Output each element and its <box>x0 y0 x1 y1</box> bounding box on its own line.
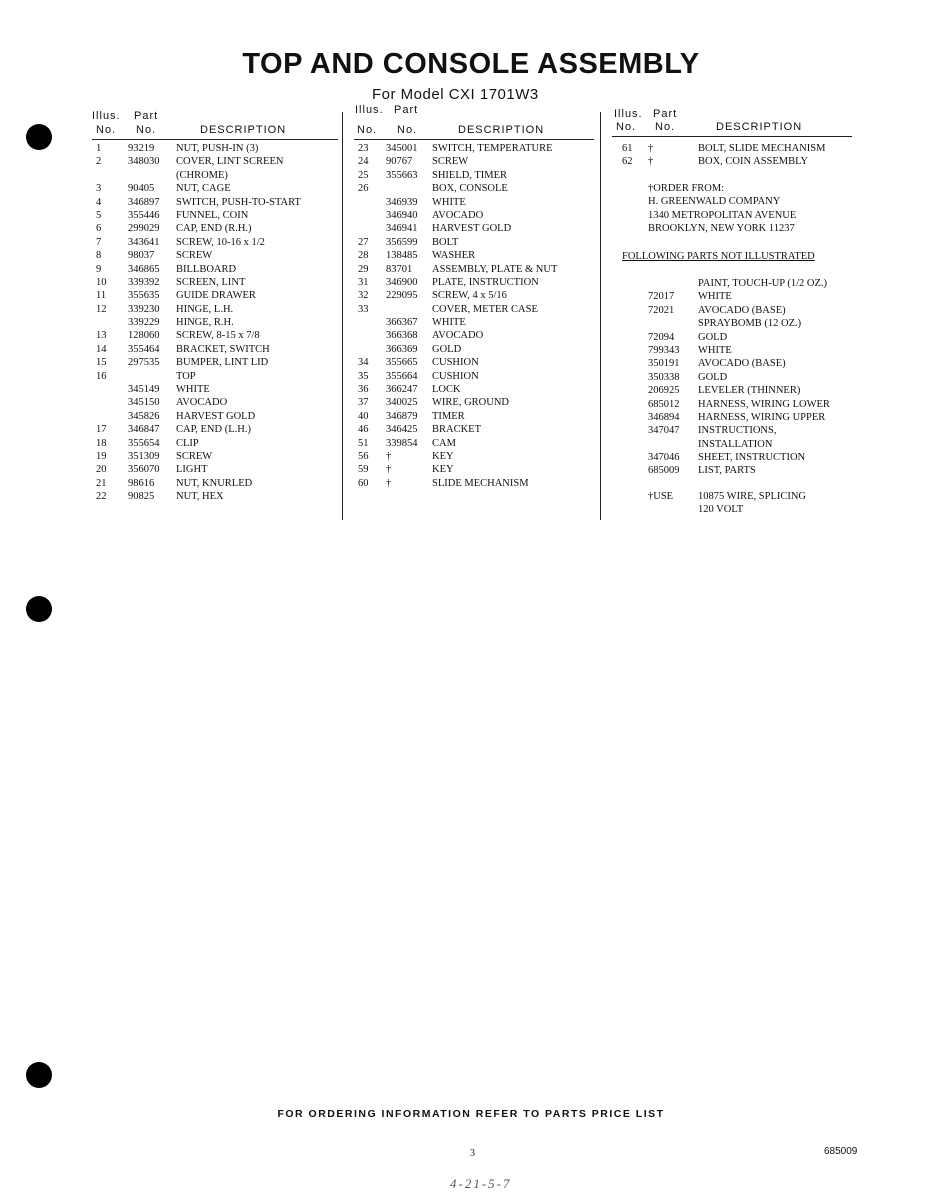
part-description: CAP, END (L.H.) <box>176 424 251 436</box>
illus-number: 22 <box>96 491 107 503</box>
part-number: 339230 <box>128 303 160 315</box>
col3-header-no: No. <box>616 121 637 133</box>
illus-number: 13 <box>96 330 107 342</box>
illus-number: 16 <box>96 370 107 382</box>
part-description: ASSEMBLY, PLATE & NUT <box>432 263 558 275</box>
part-description: TIMER <box>432 410 465 422</box>
use-note-label: †USE <box>648 491 674 502</box>
col2-header-no2: No. <box>397 124 418 136</box>
part-description: BOX, CONSOLE <box>432 183 508 195</box>
part-description: SCREEN, LINT <box>176 276 246 288</box>
part-number: 343641 <box>128 236 160 248</box>
illus-number: 14 <box>96 343 107 355</box>
part-description: GOLD <box>432 343 462 355</box>
part-number: 206925 <box>648 385 680 397</box>
handwritten-note: 4-21-5-7 <box>450 1176 512 1191</box>
part-description: BOLT, SLIDE MECHANISM <box>698 143 826 154</box>
illus-number: 61 <box>622 143 633 154</box>
illus-number: 7 <box>96 236 102 248</box>
illus-number: 18 <box>96 437 107 449</box>
part-description: SWITCH, TEMPERATURE <box>432 143 553 154</box>
illus-number: 11 <box>96 290 107 302</box>
part-number: 347047 <box>648 425 680 437</box>
use-note-line: 120 VOLT <box>698 504 744 515</box>
part-number: 98616 <box>128 477 155 489</box>
part-description: HARNESS, WIRING UPPER <box>698 411 826 423</box>
part-number: 350191 <box>648 358 680 370</box>
part-description: KEY <box>432 464 454 476</box>
illus-number: 33 <box>358 303 369 315</box>
illus-number: 62 <box>622 156 633 168</box>
part-description: HINGE, L.H. <box>176 303 234 315</box>
part-description: BRACKET <box>432 424 482 436</box>
illus-number: 23 <box>358 143 369 154</box>
part-number: 90767 <box>386 156 413 168</box>
part-description: SWITCH, PUSH-TO-START <box>176 196 301 208</box>
part-description: BUMPER, LINT LID <box>176 357 269 369</box>
part-number: 98037 <box>128 250 155 262</box>
part-description: TOP <box>176 370 196 382</box>
part-description: LOCK <box>432 384 461 396</box>
part-number: 346894 <box>648 411 680 423</box>
part-number: 345149 <box>128 384 160 396</box>
col2-header-illus: Illus. <box>355 104 384 116</box>
part-description: SCREW <box>176 250 213 262</box>
part-number: 138485 <box>386 250 418 262</box>
part-number: 340025 <box>386 397 418 409</box>
use-note-line: 10875 WIRE, SPLICING <box>698 491 807 502</box>
illus-number: 56 <box>358 450 369 462</box>
illus-number: 35 <box>358 370 369 382</box>
part-number: † <box>648 143 654 154</box>
document-number: 685009 <box>824 1146 858 1157</box>
illus-number: 59 <box>358 464 369 476</box>
part-description: SCREW, 10-16 x 1/2 <box>176 236 265 248</box>
order-from-line: H. GREENWALD COMPANY <box>648 196 781 208</box>
illus-number: 5 <box>96 209 102 221</box>
illus-number: 8 <box>96 250 102 262</box>
col3-header-rule <box>612 136 852 137</box>
part-description: COVER, LINT SCREEN <box>176 156 284 168</box>
order-from-line: 1340 METROPOLITAN AVENUE <box>648 209 797 221</box>
illus-number: 27 <box>358 236 369 248</box>
part-number: 299029 <box>128 223 160 235</box>
part-description: PAINT, TOUCH-UP (1/2 OZ.) <box>698 278 828 289</box>
col1-header-description: DESCRIPTION <box>200 124 287 136</box>
col1-header-no: No. <box>96 124 117 136</box>
part-description: LIST, PARTS <box>698 465 756 477</box>
part-number: 346940 <box>386 209 418 221</box>
part-number: 355664 <box>386 370 418 382</box>
part-number: 83701 <box>386 263 413 275</box>
part-description: CUSHION <box>432 370 479 382</box>
part-number: 799343 <box>648 344 680 356</box>
illus-number: 29 <box>358 263 369 275</box>
part-number: 355663 <box>386 169 418 181</box>
not-illustrated-header: FOLLOWING PARTS NOT ILLUSTRATED <box>622 251 815 262</box>
part-description: AVOCADO <box>432 330 484 342</box>
part-number: 346847 <box>128 424 160 436</box>
illus-number: 3 <box>96 183 102 195</box>
part-number: 346425 <box>386 424 418 436</box>
part-description: GOLD <box>698 331 728 343</box>
part-number: 366367 <box>386 317 418 329</box>
part-number: 346865 <box>128 263 160 275</box>
illus-number: 28 <box>358 250 369 262</box>
part-description: NUT, HEX <box>176 491 224 503</box>
illus-number: 6 <box>96 223 102 235</box>
part-description: SHIELD, TIMER <box>432 169 508 181</box>
illus-number: 51 <box>358 437 369 449</box>
part-description: INSTALLATION <box>698 438 773 450</box>
part-description: CAM <box>432 437 456 449</box>
part-description: CUSHION <box>432 357 479 369</box>
part-description: (CHROME) <box>176 169 228 181</box>
part-description: AVOCADO <box>176 397 228 409</box>
part-number: 366368 <box>386 330 418 342</box>
part-number: 72021 <box>648 304 675 316</box>
illus-number: 12 <box>96 303 107 315</box>
part-number: 93219 <box>128 143 155 154</box>
part-number: 345826 <box>128 410 160 422</box>
part-description: KEY <box>432 450 454 462</box>
illus-number: 19 <box>96 450 107 462</box>
part-number: 355635 <box>128 290 160 302</box>
part-number: 90405 <box>128 183 155 195</box>
illus-number: 25 <box>358 169 369 181</box>
illus-number: 1 <box>96 143 102 154</box>
part-number: † <box>386 464 392 476</box>
part-number: 350338 <box>648 371 680 383</box>
part-number: 72094 <box>648 331 675 343</box>
part-number: 339854 <box>386 437 418 449</box>
part-number: 346900 <box>386 276 418 288</box>
part-description: WHITE <box>432 317 466 329</box>
col2-header-part: Part <box>394 104 419 116</box>
illus-number: 46 <box>358 424 369 436</box>
part-number: 355654 <box>128 437 160 449</box>
part-description: PLATE, INSTRUCTION <box>432 276 539 288</box>
part-description: BILLBOARD <box>176 263 237 275</box>
part-number: 297535 <box>128 357 160 369</box>
part-description: LEVELER (THINNER) <box>698 385 801 397</box>
col1-header-illus: Illus. <box>92 110 121 122</box>
illus-number: 9 <box>96 263 102 275</box>
part-description: WHITE <box>698 291 732 303</box>
part-description: WHITE <box>432 196 466 208</box>
footer-note: FOR ORDERING INFORMATION REFER TO PARTS PRICE LIST <box>277 1108 665 1120</box>
part-number: 366369 <box>386 343 418 355</box>
part-description: SCREW, 8-15 x 7/8 <box>176 330 260 342</box>
part-description: AVOCADO (BASE) <box>698 304 786 316</box>
part-description: WHITE <box>698 344 732 356</box>
part-description: SLIDE MECHANISM <box>432 477 529 489</box>
part-description: LIGHT <box>176 464 208 476</box>
col3-header-description: DESCRIPTION <box>716 121 803 133</box>
page-subtitle: For Model CXI 1701W3 <box>372 86 539 103</box>
part-number: 355446 <box>128 209 160 221</box>
part-number: 346897 <box>128 196 160 208</box>
part-number: 72017 <box>648 291 675 303</box>
part-description: SCREW <box>176 450 213 462</box>
col1-header-no2: No. <box>136 124 157 136</box>
part-number: 339392 <box>128 276 160 288</box>
illus-number: 37 <box>358 397 369 409</box>
col3-header-illus: Illus. <box>614 108 643 120</box>
part-description: HINGE, R.H. <box>176 317 234 329</box>
part-number: 90825 <box>128 491 155 503</box>
part-description: CAP, END (R.H.) <box>176 223 252 235</box>
part-number: 348030 <box>128 156 160 168</box>
part-number: 366247 <box>386 384 418 396</box>
illus-number: 40 <box>358 410 369 422</box>
punch-hole-middle <box>26 596 52 622</box>
part-number: 346939 <box>386 196 418 208</box>
illus-number: 24 <box>358 156 369 168</box>
part-description: SCREW, 4 x 5/16 <box>432 290 507 302</box>
part-number: 356070 <box>128 464 160 476</box>
part-number: 345001 <box>386 143 418 154</box>
part-description: HARVEST GOLD <box>176 410 256 422</box>
part-description: FUNNEL, COIN <box>176 209 249 221</box>
part-description: COVER, METER CASE <box>432 303 538 315</box>
part-number: 356599 <box>386 236 418 248</box>
illus-number: 2 <box>96 156 102 168</box>
col2-header-no: No. <box>357 124 378 136</box>
part-description: SPRAYBOMB (12 OZ.) <box>698 318 802 330</box>
part-description: AVOCADO <box>432 209 484 221</box>
part-description: WHITE <box>176 384 210 396</box>
part-description: NUT, CAGE <box>176 183 231 195</box>
illus-number: 10 <box>96 276 107 288</box>
part-number: 346941 <box>386 223 418 235</box>
order-from-block <box>648 182 796 236</box>
col2-header-rule <box>354 139 594 140</box>
page-number: 3 <box>470 1148 475 1159</box>
part-description: BRACKET, SWITCH <box>176 343 270 355</box>
illus-number: 32 <box>358 290 369 302</box>
illus-number: 15 <box>96 357 107 369</box>
part-description: INSTRUCTIONS, <box>698 425 777 437</box>
col3-header-no2: No. <box>655 121 676 133</box>
part-description: WASHER <box>432 250 476 262</box>
part-number: 685009 <box>648 465 680 477</box>
illus-number: 21 <box>96 477 107 489</box>
order-from-line: †ORDER FROM: <box>648 183 725 194</box>
col1-header-part: Part <box>134 110 159 122</box>
part-number: 347046 <box>648 452 680 464</box>
illus-number: 4 <box>96 196 102 208</box>
part-description: SCREW <box>432 156 469 168</box>
col1-header-rule <box>92 139 338 140</box>
part-number: † <box>386 450 392 462</box>
part-number: 229095 <box>386 290 418 302</box>
part-description: GOLD <box>698 371 728 383</box>
part-number: † <box>648 156 654 168</box>
page-title: TOP AND CONSOLE ASSEMBLY <box>242 48 700 80</box>
part-description: WIRE, GROUND <box>432 397 509 409</box>
part-description: BOLT <box>432 236 459 248</box>
col3-header-part: Part <box>653 108 678 120</box>
part-number: 339229 <box>128 317 160 329</box>
order-from-line: BROOKLYN, NEW YORK 11237 <box>648 223 795 235</box>
column-divider-2 <box>600 112 601 520</box>
part-description: HARVEST GOLD <box>432 223 512 235</box>
part-description: BOX, COIN ASSEMBLY <box>698 156 809 168</box>
illus-number: 26 <box>358 183 369 195</box>
part-number: 351309 <box>128 450 160 462</box>
part-number: 355665 <box>386 357 418 369</box>
part-number: 128060 <box>128 330 160 342</box>
part-description: HARNESS, WIRING LOWER <box>698 398 830 410</box>
part-description: GUIDE DRAWER <box>176 290 256 302</box>
part-number: 346879 <box>386 410 418 422</box>
part-number: 685012 <box>648 398 680 410</box>
part-number: 355464 <box>128 343 160 355</box>
part-number: 345150 <box>128 397 160 409</box>
part-description: NUT, KNURLED <box>176 477 253 489</box>
illus-number: 60 <box>358 477 369 489</box>
part-description: AVOCADO (BASE) <box>698 358 786 370</box>
part-description: NUT, PUSH-IN (3) <box>176 143 259 154</box>
illus-number: 31 <box>358 276 369 288</box>
illus-number: 36 <box>358 384 369 396</box>
punch-hole-bottom <box>26 1062 52 1088</box>
part-description: CLIP <box>176 437 199 449</box>
part-number: † <box>386 477 392 489</box>
column-divider-1 <box>342 112 343 520</box>
illus-number: 17 <box>96 424 107 436</box>
punch-hole-top <box>26 124 52 150</box>
part-description: SHEET, INSTRUCTION <box>698 452 806 464</box>
col2-header-description: DESCRIPTION <box>458 124 545 136</box>
illus-number: 20 <box>96 464 107 476</box>
illus-number: 34 <box>358 357 369 369</box>
